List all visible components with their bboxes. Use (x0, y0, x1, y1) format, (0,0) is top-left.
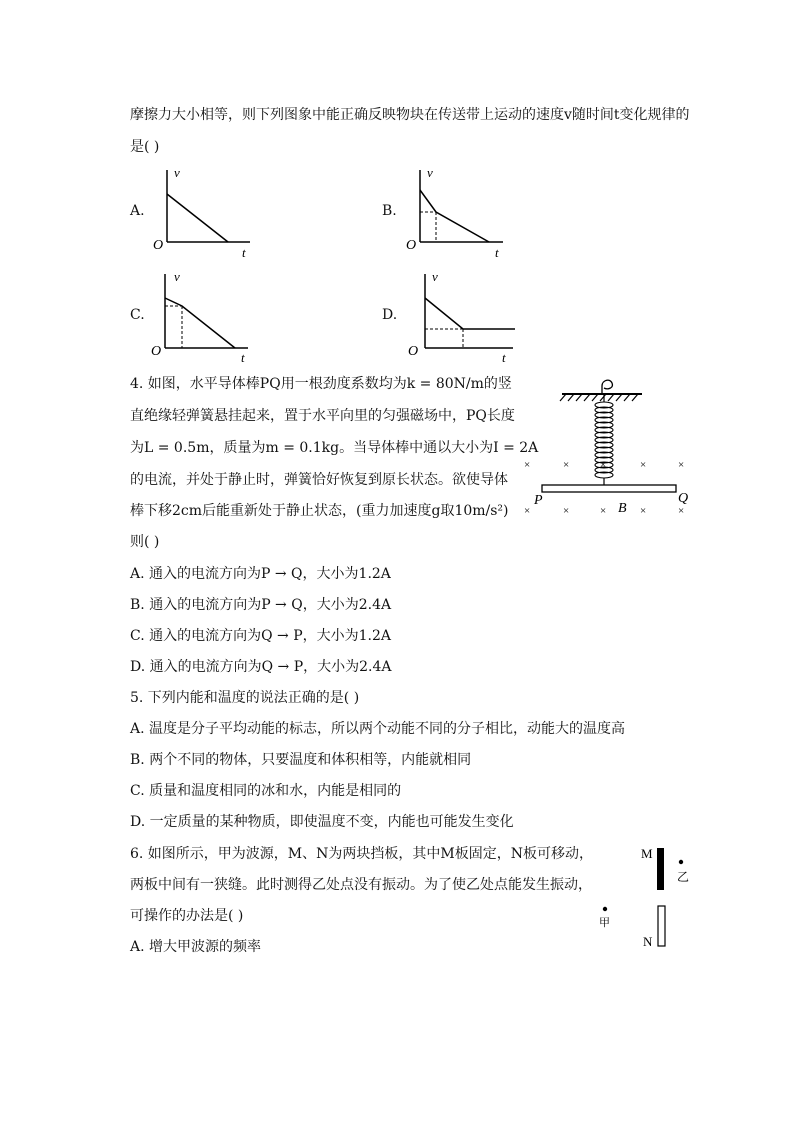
wave-barrier-figure (595, 840, 695, 955)
graph-d (405, 266, 520, 366)
q3-option-d-label: D. (382, 307, 398, 323)
q3-option-b-label: B. (382, 203, 397, 219)
q4-line5: 棒下移2cm后能重新处于静止状态，(重力加速度g取10m/s²) (130, 503, 509, 519)
q3-line2: 是( ) (130, 139, 160, 155)
label-p: P (534, 493, 543, 508)
label-yi: 乙 (677, 870, 690, 884)
q3-option-a-label: A. (130, 203, 145, 219)
graph-c-t: t (241, 350, 245, 365)
svg-text:×: × (678, 459, 685, 471)
q6-line2: 两板中间有一狭缝。此时测得乙处点没有振动。为了使乙处点能发生振动， (130, 877, 592, 893)
svg-text:×: × (524, 459, 531, 471)
label-n: N (643, 934, 653, 949)
graph-d-o: O (408, 344, 419, 359)
label-q: Q (678, 491, 689, 506)
point-jia (603, 907, 607, 911)
q4-option-c: C. 通入的电流方向为Q → P，大小为1.2A (130, 628, 392, 644)
q4-line4: 的电流，并处于静止时，弹簧恰好恢复到原长状态。欲使导体 (130, 472, 508, 488)
plate-m (657, 848, 664, 890)
svg-text:×: × (640, 459, 647, 471)
q5-option-b: B. 两个不同的物体，只要温度和体积相等，内能就相同 (130, 752, 472, 768)
svg-text:×: × (563, 459, 570, 471)
q4-line2: 直绝缘轻弹簧悬挂起来，置于水平向里的匀强磁场中，PQ长度 (130, 408, 515, 424)
graph-a-v: v (174, 165, 180, 180)
graph-a (150, 162, 260, 262)
point-yi (679, 860, 683, 864)
q3-option-c-label: C. (130, 307, 145, 323)
q4-line3: 为L = 0.5m，质量为m = 0.1kg。当导体棒中通以大小为I = 2A (130, 440, 539, 456)
svg-text:×: × (640, 505, 647, 517)
plate-n (658, 906, 665, 946)
q4-option-d: D. 通入的电流方向为Q → P，大小为2.4A (130, 659, 392, 675)
svg-text:×: × (563, 505, 570, 517)
graph-b-o: O (406, 238, 417, 253)
q5-stem: 5. 下列内能和温度的说法正确的是( ) (130, 690, 360, 706)
graph-c-o: O (151, 344, 162, 359)
svg-text:×: × (600, 459, 607, 471)
graph-a-o: O (153, 238, 164, 253)
q6-line3: 可操作的办法是( ) (130, 908, 244, 924)
graph-b (403, 162, 513, 262)
q6-option-a: A. 增大甲波源的频率 (130, 939, 262, 955)
q4-option-b: B. 通入的电流方向为P → Q，大小为2.4A (130, 597, 392, 613)
label-jia: 甲 (599, 917, 610, 929)
graph-d-v: v (432, 269, 438, 284)
label-b: B (618, 501, 627, 516)
svg-text:×: × (600, 505, 607, 517)
q5-option-c: C. 质量和温度相同的冰和水，内能是相同的 (130, 783, 402, 799)
graph-d-t: t (502, 350, 506, 365)
graph-c-v: v (174, 269, 180, 284)
q4-line6: 则( ) (130, 534, 160, 550)
spring-conductor-figure (518, 372, 700, 520)
graph-b-t: t (495, 245, 499, 260)
q3-line1: 摩擦力大小相等，则下列图象中能正确反映物块在传送带上运动的速度v随时间t变化规律的 (130, 107, 690, 123)
q4-option-a: A. 通入的电流方向为P → Q，大小为1.2A (130, 566, 391, 582)
graph-b-v: v (427, 165, 433, 180)
q5-option-d: D. 一定质量的某种物质，即使温度不变，内能也可能发生变化 (130, 814, 514, 830)
svg-text:×: × (678, 505, 685, 517)
label-m: M (641, 846, 653, 861)
svg-text:×: × (524, 505, 531, 517)
graph-a-t: t (242, 245, 246, 260)
graph-c (148, 266, 258, 366)
q4-line1: 4. 如图，水平导体棒PQ用一根劲度系数均为k = 80N/m的竖 (130, 376, 512, 392)
q5-option-a: A. 温度是分子平均动能的标志，所以两个动能不同的分子相比，动能大的温度高 (130, 721, 626, 737)
q6-line1: 6. 如图所示，甲为波源，M、N为两块挡板，其中M板固定，N板可移动， (130, 846, 593, 862)
